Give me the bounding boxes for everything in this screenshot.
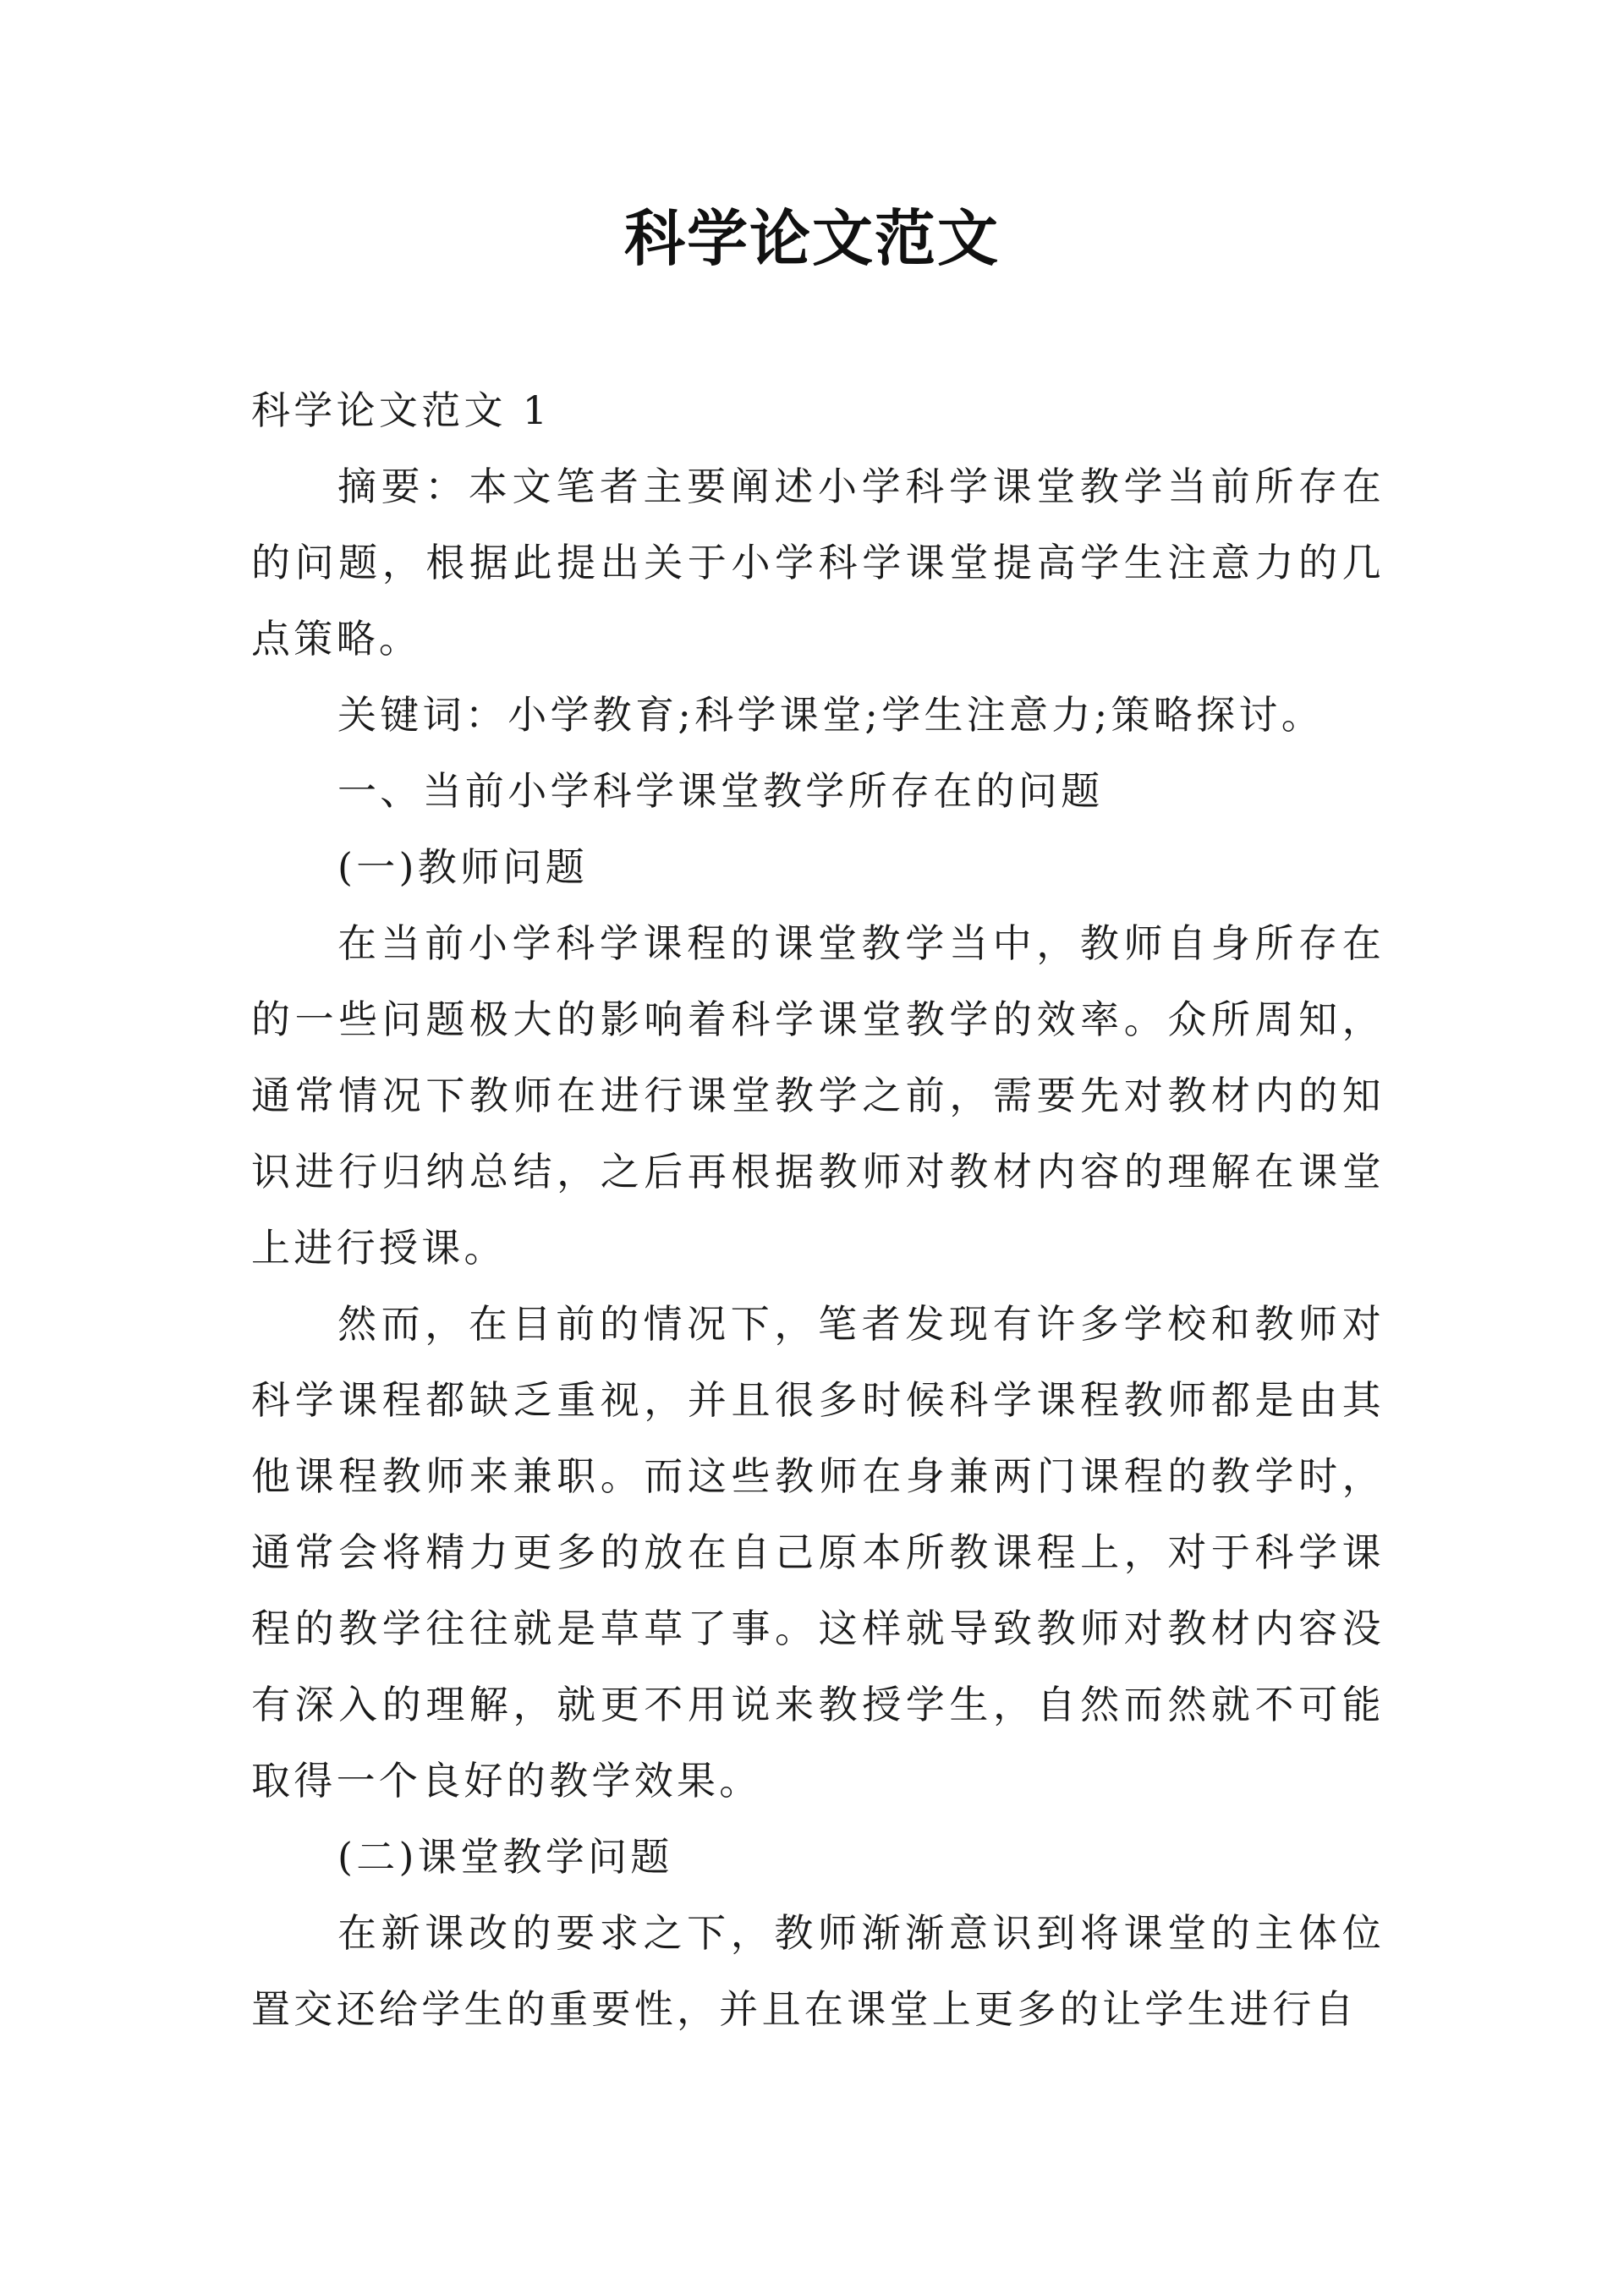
body-paragraph: 在当前小学科学课程的课堂教学当中，教师自身所存在的一些问题极大的影响着科学课堂教学的效率。众所周知，通常情况下教师在进行课堂教学之前，需要先对教材内的知识进行归纳总结，之后再根据教师对教材内容的理解在课堂上进行授课。 xyxy=(251,920,1385,1271)
section-label: 科学论文范文 1 xyxy=(251,387,551,433)
page-title: 科学论文范文 xyxy=(623,202,1000,274)
keywords-paragraph: 关键词：小学教育;科学课堂;学生注意力;策略探讨。 xyxy=(337,692,1324,738)
subheading-classroom-problems: (二)课堂教学问题 xyxy=(337,1834,673,1880)
subheading-teacher-problems: (一)教师问题 xyxy=(337,844,588,890)
document-body xyxy=(251,372,1385,2047)
section-heading: 一、当前小学科学课堂教学所存在的问题 xyxy=(337,768,1104,814)
abstract-paragraph: 摘要：本文笔者主要阐述小学科学课堂教学当前所存在的问题，根据此提出关于小学科学课堂提高学生注意力的几点策略。 xyxy=(251,464,1385,662)
body-paragraph: 然而，在目前的情况下，笔者发现有许多学校和教师对科学课程都缺乏重视，并且很多时候科学课程教师都是由其他课程教师来兼职。而这些教师在身兼两门课程的教学时，通常会将精力更多的放在自己原本所教课程上，对于科学课程的教学往往就是草草了事。这样就导致教师对教材内容没有深入的理解，就更不用说来教授学生，自然而然就不可能取得一个良好的教学效果。 xyxy=(251,1301,1385,1804)
body-paragraph: 在新课改的要求之下，教师渐渐意识到将课堂的主体位置交还给学生的重要性，并且在课堂上更多的让学生进行自 xyxy=(251,1910,1385,2032)
